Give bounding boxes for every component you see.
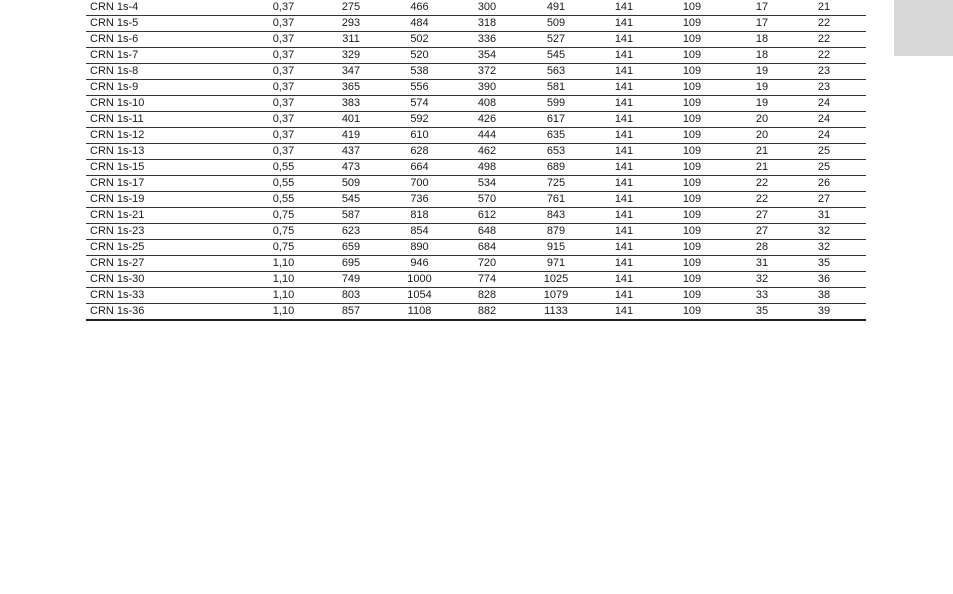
cell-dim-e: 141 <box>606 80 642 96</box>
cell-weight-1: 19 <box>742 64 782 80</box>
table-row <box>86 64 866 80</box>
cell-dim-e: 141 <box>606 32 642 48</box>
cell-weight-1: 19 <box>742 96 782 112</box>
table-row <box>86 208 866 224</box>
cell-dim-c: 318 <box>468 16 506 32</box>
cell-dim-b: 854 <box>371 224 468 240</box>
cell-dim-f: 109 <box>642 304 742 321</box>
cell-dim-e: 141 <box>606 0 642 16</box>
cell-dim-e: 141 <box>606 16 642 32</box>
cell-dim-c: 336 <box>468 32 506 48</box>
cell-dim-e: 141 <box>606 192 642 208</box>
cell-dim-b: 484 <box>371 16 468 32</box>
cell-dim-c: 462 <box>468 144 506 160</box>
cell-dim-a: 695 <box>331 256 371 272</box>
cell-dim-d: 617 <box>506 112 606 128</box>
cell-dim-b: 1108 <box>371 304 468 321</box>
cell-weight-2: 23 <box>782 64 866 80</box>
cell-weight-1: 22 <box>742 192 782 208</box>
cell-dim-d: 545 <box>506 48 606 64</box>
cell-dim-f: 109 <box>642 208 742 224</box>
cell-dim-a: 401 <box>331 112 371 128</box>
cell-dim-a: 749 <box>331 272 371 288</box>
cell-model: CRN 1s-4 <box>86 0 236 16</box>
cell-weight-2: 23 <box>782 80 866 96</box>
cell-dim-e: 141 <box>606 64 642 80</box>
cell-dim-f: 109 <box>642 48 742 64</box>
cell-weight-2: 31 <box>782 208 866 224</box>
table-row <box>86 304 866 321</box>
table-row <box>86 32 866 48</box>
cell-dim-d: 1079 <box>506 288 606 304</box>
cell-dim-e: 141 <box>606 272 642 288</box>
cell-model: CRN 1s-5 <box>86 16 236 32</box>
cell-dim-b: 1054 <box>371 288 468 304</box>
cell-dim-d: 725 <box>506 176 606 192</box>
cell-dim-a: 383 <box>331 96 371 112</box>
cell-weight-2: 25 <box>782 160 866 176</box>
cell-dim-d: 689 <box>506 160 606 176</box>
cell-dim-e: 141 <box>606 128 642 144</box>
cell-dim-f: 109 <box>642 128 742 144</box>
cell-dim-d: 1133 <box>506 304 606 321</box>
table-row <box>86 288 866 304</box>
cell-dim-c: 828 <box>468 288 506 304</box>
cell-motor-power: 0,37 <box>236 64 331 80</box>
table-row <box>86 112 866 128</box>
cell-motor-power: 0,37 <box>236 48 331 64</box>
cell-motor-power: 0,37 <box>236 128 331 144</box>
cell-weight-2: 39 <box>782 304 866 321</box>
cell-motor-power: 0,75 <box>236 224 331 240</box>
pump-dimensions-table <box>86 0 866 321</box>
table-row <box>86 80 866 96</box>
cell-dim-b: 592 <box>371 112 468 128</box>
cell-motor-power: 0,55 <box>236 192 331 208</box>
cell-dim-e: 141 <box>606 224 642 240</box>
cell-model: CRN 1s-27 <box>86 256 236 272</box>
cell-dim-b: 736 <box>371 192 468 208</box>
cell-dim-d: 843 <box>506 208 606 224</box>
cell-dim-a: 509 <box>331 176 371 192</box>
cell-dim-f: 109 <box>642 192 742 208</box>
cell-motor-power: 1,10 <box>236 256 331 272</box>
cell-dim-c: 648 <box>468 224 506 240</box>
cell-dim-a: 419 <box>331 128 371 144</box>
table-row <box>86 240 866 256</box>
cell-weight-2: 22 <box>782 16 866 32</box>
cell-dim-a: 365 <box>331 80 371 96</box>
cell-dim-c: 612 <box>468 208 506 224</box>
cell-motor-power: 0,37 <box>236 16 331 32</box>
cell-motor-power: 1,10 <box>236 288 331 304</box>
cell-dim-b: 664 <box>371 160 468 176</box>
cell-weight-2: 32 <box>782 224 866 240</box>
cell-dim-c: 408 <box>468 96 506 112</box>
cell-dim-c: 444 <box>468 128 506 144</box>
cell-motor-power: 0,55 <box>236 176 331 192</box>
cell-dim-b: 574 <box>371 96 468 112</box>
cell-dim-d: 563 <box>506 64 606 80</box>
cell-weight-1: 20 <box>742 128 782 144</box>
cell-weight-1: 17 <box>742 0 782 16</box>
cell-weight-2: 25 <box>782 144 866 160</box>
cell-dim-b: 520 <box>371 48 468 64</box>
cell-dim-b: 502 <box>371 32 468 48</box>
cell-weight-1: 20 <box>742 112 782 128</box>
cell-weight-1: 32 <box>742 272 782 288</box>
cell-dim-d: 599 <box>506 96 606 112</box>
cell-dim-f: 109 <box>642 64 742 80</box>
cell-weight-1: 21 <box>742 144 782 160</box>
cell-dim-a: 293 <box>331 16 371 32</box>
cell-dim-d: 527 <box>506 32 606 48</box>
cell-motor-power: 0,37 <box>236 32 331 48</box>
cell-model: CRN 1s-12 <box>86 128 236 144</box>
cell-dim-d: 491 <box>506 0 606 16</box>
cell-model: CRN 1s-23 <box>86 224 236 240</box>
cell-dim-d: 915 <box>506 240 606 256</box>
cell-dim-a: 545 <box>331 192 371 208</box>
cell-dim-f: 109 <box>642 176 742 192</box>
cell-dim-a: 623 <box>331 224 371 240</box>
cell-dim-e: 141 <box>606 240 642 256</box>
cell-dim-f: 109 <box>642 16 742 32</box>
cell-dim-b: 610 <box>371 128 468 144</box>
cell-dim-a: 329 <box>331 48 371 64</box>
cell-motor-power: 1,10 <box>236 272 331 288</box>
table-row <box>86 48 866 64</box>
cell-weight-2: 38 <box>782 288 866 304</box>
cell-model: CRN 1s-7 <box>86 48 236 64</box>
cell-dim-e: 141 <box>606 112 642 128</box>
cell-dim-b: 700 <box>371 176 468 192</box>
table-row <box>86 192 866 208</box>
cell-dim-f: 109 <box>642 96 742 112</box>
cell-dim-f: 109 <box>642 112 742 128</box>
cell-dim-f: 109 <box>642 160 742 176</box>
cell-weight-1: 19 <box>742 80 782 96</box>
cell-dim-f: 109 <box>642 144 742 160</box>
cell-dim-b: 946 <box>371 256 468 272</box>
cell-dim-e: 141 <box>606 304 642 321</box>
cell-dim-c: 372 <box>468 64 506 80</box>
table-row <box>86 128 866 144</box>
cell-model: CRN 1s-15 <box>86 160 236 176</box>
cell-model: CRN 1s-33 <box>86 288 236 304</box>
cell-dim-f: 109 <box>642 32 742 48</box>
table-row <box>86 96 866 112</box>
cell-weight-2: 24 <box>782 112 866 128</box>
cell-dim-c: 570 <box>468 192 506 208</box>
cell-dim-b: 1000 <box>371 272 468 288</box>
cell-dim-c: 354 <box>468 48 506 64</box>
cell-dim-a: 311 <box>331 32 371 48</box>
cell-weight-1: 18 <box>742 48 782 64</box>
table-row <box>86 224 866 240</box>
cell-model: CRN 1s-9 <box>86 80 236 96</box>
cell-dim-a: 347 <box>331 64 371 80</box>
cell-dim-c: 426 <box>468 112 506 128</box>
cell-weight-2: 21 <box>782 0 866 16</box>
cell-weight-1: 18 <box>742 32 782 48</box>
table-row <box>86 0 866 16</box>
cell-motor-power: 0,75 <box>236 240 331 256</box>
cell-dim-c: 534 <box>468 176 506 192</box>
cell-model: CRN 1s-19 <box>86 192 236 208</box>
table-row <box>86 256 866 272</box>
cell-dim-b: 628 <box>371 144 468 160</box>
table-body <box>86 0 866 320</box>
cell-dim-b: 556 <box>371 80 468 96</box>
cell-motor-power: 0,75 <box>236 208 331 224</box>
cell-motor-power: 0,37 <box>236 0 331 16</box>
cell-dim-a: 275 <box>331 0 371 16</box>
cell-weight-2: 32 <box>782 240 866 256</box>
cell-motor-power: 0,37 <box>236 112 331 128</box>
cell-dim-a: 587 <box>331 208 371 224</box>
cell-dim-e: 141 <box>606 208 642 224</box>
cell-motor-power: 0,37 <box>236 144 331 160</box>
table-row <box>86 16 866 32</box>
cell-dim-f: 109 <box>642 224 742 240</box>
cell-dim-d: 761 <box>506 192 606 208</box>
cell-weight-1: 28 <box>742 240 782 256</box>
cell-dim-a: 857 <box>331 304 371 321</box>
cell-dim-d: 971 <box>506 256 606 272</box>
cell-weight-1: 31 <box>742 256 782 272</box>
cell-weight-2: 26 <box>782 176 866 192</box>
cell-dim-c: 390 <box>468 80 506 96</box>
cell-dim-c: 684 <box>468 240 506 256</box>
cell-weight-2: 36 <box>782 272 866 288</box>
cell-dim-e: 141 <box>606 288 642 304</box>
table-row <box>86 272 866 288</box>
cell-weight-2: 24 <box>782 128 866 144</box>
cell-model: CRN 1s-36 <box>86 304 236 321</box>
cell-motor-power: 0,55 <box>236 160 331 176</box>
cell-model: CRN 1s-25 <box>86 240 236 256</box>
cell-motor-power: 0,37 <box>236 80 331 96</box>
cell-model: CRN 1s-13 <box>86 144 236 160</box>
page-side-tab <box>894 0 953 56</box>
cell-dim-f: 109 <box>642 80 742 96</box>
cell-dim-f: 109 <box>642 272 742 288</box>
cell-dim-c: 300 <box>468 0 506 16</box>
cell-model: CRN 1s-10 <box>86 96 236 112</box>
cell-dim-b: 466 <box>371 0 468 16</box>
cell-dim-f: 109 <box>642 288 742 304</box>
cell-dim-c: 720 <box>468 256 506 272</box>
cell-weight-2: 35 <box>782 256 866 272</box>
cell-dim-d: 581 <box>506 80 606 96</box>
cell-dim-a: 473 <box>331 160 371 176</box>
table-row <box>86 160 866 176</box>
cell-dim-a: 659 <box>331 240 371 256</box>
cell-dim-d: 653 <box>506 144 606 160</box>
table-row <box>86 176 866 192</box>
cell-motor-power: 0,37 <box>236 96 331 112</box>
cell-weight-2: 22 <box>782 32 866 48</box>
cell-dim-e: 141 <box>606 176 642 192</box>
cell-weight-1: 33 <box>742 288 782 304</box>
cell-dim-f: 109 <box>642 0 742 16</box>
cell-dim-f: 109 <box>642 240 742 256</box>
cell-weight-1: 17 <box>742 16 782 32</box>
cell-dim-d: 879 <box>506 224 606 240</box>
cell-model: CRN 1s-11 <box>86 112 236 128</box>
cell-dim-b: 890 <box>371 240 468 256</box>
cell-dim-e: 141 <box>606 48 642 64</box>
cell-dim-c: 498 <box>468 160 506 176</box>
table-row <box>86 144 866 160</box>
cell-model: CRN 1s-6 <box>86 32 236 48</box>
cell-dim-d: 1025 <box>506 272 606 288</box>
cell-dim-b: 538 <box>371 64 468 80</box>
cell-weight-2: 24 <box>782 96 866 112</box>
cell-dim-e: 141 <box>606 96 642 112</box>
cell-model: CRN 1s-21 <box>86 208 236 224</box>
cell-dim-e: 141 <box>606 256 642 272</box>
cell-model: CRN 1s-8 <box>86 64 236 80</box>
cell-weight-1: 21 <box>742 160 782 176</box>
cell-motor-power: 1,10 <box>236 304 331 321</box>
cell-dim-f: 109 <box>642 256 742 272</box>
cell-weight-2: 22 <box>782 48 866 64</box>
cell-dim-d: 509 <box>506 16 606 32</box>
cell-model: CRN 1s-30 <box>86 272 236 288</box>
cell-dim-c: 774 <box>468 272 506 288</box>
cell-dim-e: 141 <box>606 144 642 160</box>
cell-weight-1: 22 <box>742 176 782 192</box>
cell-weight-1: 27 <box>742 224 782 240</box>
cell-model: CRN 1s-17 <box>86 176 236 192</box>
cell-weight-1: 35 <box>742 304 782 321</box>
cell-dim-e: 141 <box>606 160 642 176</box>
cell-dim-b: 818 <box>371 208 468 224</box>
cell-weight-2: 27 <box>782 192 866 208</box>
cell-weight-1: 27 <box>742 208 782 224</box>
cell-dim-c: 882 <box>468 304 506 321</box>
cell-dim-d: 635 <box>506 128 606 144</box>
cell-dim-a: 437 <box>331 144 371 160</box>
cell-dim-a: 803 <box>331 288 371 304</box>
